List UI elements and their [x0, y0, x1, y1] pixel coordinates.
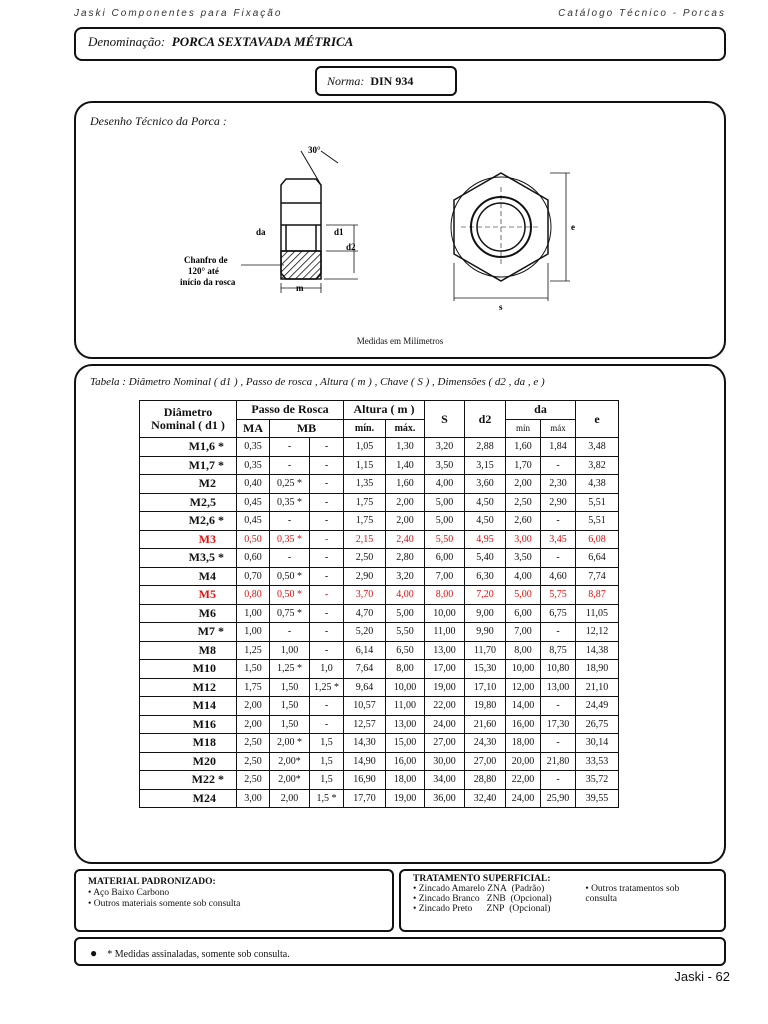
table-row [140, 752, 619, 771]
cell-mb2: - [310, 697, 344, 716]
cell-damin: 4,00 [506, 567, 541, 586]
cell-damax: 10,80 [541, 660, 576, 679]
cell-s: 8,00 [425, 586, 465, 605]
cell-mmin: 5,20 [344, 623, 386, 642]
cell-d2: 28,80 [465, 771, 506, 790]
cell-ma: 1,50 [237, 660, 270, 679]
d2-label: d2 [346, 242, 356, 252]
cell-s: 13,00 [425, 641, 465, 660]
cell-nominal-diameter: M6 [140, 604, 237, 623]
cell-ma: 0,35 [237, 456, 270, 475]
technical-drawing-box [74, 101, 726, 359]
angle-label: 30° [308, 145, 321, 155]
header-da: da [506, 401, 576, 420]
cell-d2: 4,50 [465, 512, 506, 531]
cell-damin: 24,00 [506, 789, 541, 808]
cell-nominal-diameter: M20 [140, 752, 237, 771]
header-s: S [425, 401, 465, 438]
bullet-icon: ● [90, 946, 98, 960]
note-box [74, 937, 726, 966]
cell-damax: 13,00 [541, 678, 576, 697]
table-row [140, 734, 619, 753]
tratamento-title: TRATAMENTO SUPERFICIAL: [413, 874, 551, 884]
cell-mmax: 15,00 [386, 734, 425, 753]
cell-ma: 0,35 [237, 438, 270, 457]
cell-ma: 3,00 [237, 789, 270, 808]
cell-damax: - [541, 734, 576, 753]
cell-damin: 8,00 [506, 641, 541, 660]
tratamento-box [399, 869, 726, 932]
cell-nominal-diameter: M16 [140, 715, 237, 734]
cell-mmin: 4,70 [344, 604, 386, 623]
cell-mb: 2,00 * [270, 734, 310, 753]
table-row [140, 586, 619, 605]
cell-mb2: - [310, 456, 344, 475]
chamfer-note-2: 120° até [188, 266, 219, 276]
table-row [140, 789, 619, 808]
cell-mmin: 17,70 [344, 789, 386, 808]
cell-mb2: 1,25 * [310, 678, 344, 697]
table-row [140, 456, 619, 475]
cell-nominal-diameter: M3,5 * [140, 549, 237, 568]
dimensions-table-box [74, 364, 726, 864]
table-row [140, 604, 619, 623]
cell-e: 4,38 [576, 475, 619, 494]
cell-mb2: - [310, 475, 344, 494]
cell-damax: 4,60 [541, 567, 576, 586]
cell-damax: - [541, 456, 576, 475]
cell-d2: 9,00 [465, 604, 506, 623]
cell-damax: 25,90 [541, 789, 576, 808]
cell-mb: 0,50 * [270, 586, 310, 605]
cell-nominal-diameter: M4 [140, 567, 237, 586]
table-row [140, 567, 619, 586]
cell-nominal-diameter: M10 [140, 660, 237, 679]
cell-nominal-diameter: M5 [140, 586, 237, 605]
table-row [140, 530, 619, 549]
cell-mmin: 1,15 [344, 456, 386, 475]
cell-s: 6,00 [425, 549, 465, 568]
cell-ma: 0,40 [237, 475, 270, 494]
cell-damax: 1,84 [541, 438, 576, 457]
cell-mmin: 14,30 [344, 734, 386, 753]
header-passo: Passo de Rosca [237, 401, 344, 420]
cell-mmax: 13,00 [386, 715, 425, 734]
cell-damin: 6,00 [506, 604, 541, 623]
chamfer-note-3: início da rosca [180, 277, 236, 287]
cell-mb: 0,35 * [270, 493, 310, 512]
cell-ma: 0,45 [237, 493, 270, 512]
header-d2: d2 [465, 401, 506, 438]
header-ma: MA [237, 419, 270, 438]
cell-e: 14,38 [576, 641, 619, 660]
cell-damin: 2,00 [506, 475, 541, 494]
table-row [140, 715, 619, 734]
cell-d2: 4,50 [465, 493, 506, 512]
cell-damax: - [541, 623, 576, 642]
cell-e: 6,08 [576, 530, 619, 549]
cell-mmin: 16,90 [344, 771, 386, 790]
cell-s: 11,00 [425, 623, 465, 642]
cell-mmin: 2,50 [344, 549, 386, 568]
norma-label: Norma: [327, 74, 365, 88]
cell-ma: 2,50 [237, 734, 270, 753]
cell-nominal-diameter: M2,6 * [140, 512, 237, 531]
cell-s: 5,50 [425, 530, 465, 549]
cell-s: 4,00 [425, 475, 465, 494]
cell-mmin: 2,90 [344, 567, 386, 586]
cell-e: 11,05 [576, 604, 619, 623]
table-row [140, 697, 619, 716]
cell-nominal-diameter: M2,5 [140, 493, 237, 512]
cell-mmin: 1,75 [344, 512, 386, 531]
cell-mmax: 2,80 [386, 549, 425, 568]
cell-damax: - [541, 549, 576, 568]
cell-mmin: 2,15 [344, 530, 386, 549]
cell-mb2: - [310, 641, 344, 660]
cell-mmin: 10,57 [344, 697, 386, 716]
cell-mb: 2,00 [270, 789, 310, 808]
cell-mb: - [270, 456, 310, 475]
cell-mmax: 2,00 [386, 512, 425, 531]
cell-mb: 1,50 [270, 697, 310, 716]
cell-mb2: - [310, 549, 344, 568]
cell-ma: 0,45 [237, 512, 270, 531]
cell-d2: 27,00 [465, 752, 506, 771]
chamfer-note-1: Chanfro de [184, 255, 228, 265]
cell-mb: 1,50 [270, 678, 310, 697]
cell-mmax: 10,00 [386, 678, 425, 697]
cell-mmax: 2,00 [386, 493, 425, 512]
drawing-title: Desenho Técnico da Porca : [90, 114, 227, 128]
s-label: s [499, 302, 503, 312]
cell-s: 5,00 [425, 493, 465, 512]
cell-s: 3,50 [425, 456, 465, 475]
cell-mmin: 1,05 [344, 438, 386, 457]
tratamento-item: • Zincado Amarelo ZNA (Padrão) [413, 884, 545, 894]
cell-e: 35,72 [576, 771, 619, 790]
cell-e: 7,74 [576, 567, 619, 586]
cell-s: 5,00 [425, 512, 465, 531]
nut-front-view [451, 173, 570, 301]
cell-d2: 4,95 [465, 530, 506, 549]
table-row [140, 512, 619, 531]
cell-ma: 0,50 [237, 530, 270, 549]
cell-s: 22,00 [425, 697, 465, 716]
cell-ma: 1,75 [237, 678, 270, 697]
cell-e: 5,51 [576, 512, 619, 531]
cell-d2: 24,30 [465, 734, 506, 753]
cell-e: 33,53 [576, 752, 619, 771]
cell-mb2: 1,5 [310, 734, 344, 753]
cell-e: 39,55 [576, 789, 619, 808]
tratamento-item: • Zincado Preto ZNP (Opcional) [413, 904, 551, 914]
material-box [74, 869, 394, 932]
cell-damax: - [541, 512, 576, 531]
cell-e: 21,10 [576, 678, 619, 697]
m-label: m [296, 283, 304, 293]
cell-damin: 1,60 [506, 438, 541, 457]
cell-nominal-diameter: M7 * [140, 623, 237, 642]
cell-mmax: 3,20 [386, 567, 425, 586]
table-row [140, 475, 619, 494]
cell-mb2: - [310, 512, 344, 531]
cell-mb: 0,25 * [270, 475, 310, 494]
nut-technical-drawing [76, 123, 724, 353]
cell-mb: - [270, 549, 310, 568]
cell-ma: 2,50 [237, 752, 270, 771]
cell-mmax: 6,50 [386, 641, 425, 660]
cell-mb: 2,00* [270, 771, 310, 790]
cell-mmax: 11,00 [386, 697, 425, 716]
cell-mb: 0,75 * [270, 604, 310, 623]
material-title: MATERIAL PADRONIZADO: [88, 877, 216, 887]
cell-ma: 0,70 [237, 567, 270, 586]
cell-d2: 15,30 [465, 660, 506, 679]
cell-mmax: 1,60 [386, 475, 425, 494]
header-min: mín. [344, 419, 386, 438]
table-row [140, 678, 619, 697]
cell-ma: 0,80 [237, 586, 270, 605]
cell-ma: 0,60 [237, 549, 270, 568]
cell-s: 19,00 [425, 678, 465, 697]
cell-mmax: 2,40 [386, 530, 425, 549]
cell-ma: 1,00 [237, 604, 270, 623]
cell-mmin: 14,90 [344, 752, 386, 771]
cell-d2: 21,60 [465, 715, 506, 734]
cell-damin: 18,00 [506, 734, 541, 753]
tratamento-other: • Outros tratamentos sob consulta [585, 884, 680, 904]
table-row [140, 438, 619, 457]
cell-d2: 7,20 [465, 586, 506, 605]
cell-damin: 14,00 [506, 697, 541, 716]
cell-nominal-diameter: M22 * [140, 771, 237, 790]
cell-e: 5,51 [576, 493, 619, 512]
cell-mb2: - [310, 586, 344, 605]
d1-label: d1 [334, 227, 344, 237]
cell-damin: 10,00 [506, 660, 541, 679]
cell-mb: - [270, 512, 310, 531]
cell-mmax: 1,30 [386, 438, 425, 457]
cell-mb: 1,25 * [270, 660, 310, 679]
cell-mb2: - [310, 623, 344, 642]
cell-e: 6,64 [576, 549, 619, 568]
material-item: • Outros materiais somente sob consulta [88, 899, 241, 909]
cell-d2: 3,60 [465, 475, 506, 494]
cell-s: 17,00 [425, 660, 465, 679]
cell-damax: - [541, 771, 576, 790]
cell-damin: 5,00 [506, 586, 541, 605]
header-e: e [576, 401, 619, 438]
units-note: Medidas em Milímetros [356, 336, 444, 346]
table-caption: Tabela : Diâmetro Nominal ( d1 ) , Passo de rosca , Altura ( m ) , Chave ( S ) , Dimensões ( d2 , da , e ) [90, 376, 545, 388]
cell-nominal-diameter: M18 [140, 734, 237, 753]
cell-e: 12,12 [576, 623, 619, 642]
cell-damin: 3,00 [506, 530, 541, 549]
denominacao-value: PORCA SEXTAVADA MÉTRICA [171, 34, 354, 49]
cell-mmin: 7,64 [344, 660, 386, 679]
cell-mb2: 1,5 [310, 752, 344, 771]
cell-mb2: 1,5 [310, 771, 344, 790]
header-right: Catálogo Técnico - Porcas [558, 8, 726, 19]
cell-damin: 12,00 [506, 678, 541, 697]
table-row [140, 771, 619, 790]
cell-damax: 3,45 [541, 530, 576, 549]
header-da-max: máx [541, 419, 576, 438]
cell-mmin: 12,57 [344, 715, 386, 734]
cell-mb: - [270, 623, 310, 642]
table-row [140, 493, 619, 512]
cell-ma: 2,00 [237, 715, 270, 734]
header-da-min: mín [506, 419, 541, 438]
header-diametro: Diâmetro Nominal ( d1 ) [140, 401, 237, 438]
cell-damin: 20,00 [506, 752, 541, 771]
cell-damin: 7,00 [506, 623, 541, 642]
cell-nominal-diameter: M1,7 * [140, 456, 237, 475]
tratamento-item: • Zincado Branco ZNB (Opcional) [413, 894, 552, 904]
cell-damin: 1,70 [506, 456, 541, 475]
denominacao-box [74, 27, 726, 61]
cell-mmax: 16,00 [386, 752, 425, 771]
e-label: e [571, 222, 575, 232]
table-row [140, 660, 619, 679]
header-max: máx. [386, 419, 425, 438]
table-row [140, 623, 619, 642]
cell-mb2: - [310, 715, 344, 734]
material-item: • Aço Baixo Carbono [88, 888, 170, 898]
cell-damin: 3,50 [506, 549, 541, 568]
cell-mb: 0,35 * [270, 530, 310, 549]
cell-damin: 22,00 [506, 771, 541, 790]
cell-mb2: - [310, 493, 344, 512]
cell-s: 24,00 [425, 715, 465, 734]
cell-damax: 17,30 [541, 715, 576, 734]
note-text: * Medidas assinaladas, somente sob consulta. [107, 949, 290, 960]
cell-d2: 3,15 [465, 456, 506, 475]
cell-d2: 9,90 [465, 623, 506, 642]
norma-value: DIN 934 [370, 74, 414, 88]
cell-damin: 16,00 [506, 715, 541, 734]
table-row [140, 641, 619, 660]
cell-damin: 2,50 [506, 493, 541, 512]
cell-d2: 32,40 [465, 789, 506, 808]
cell-mmax: 18,00 [386, 771, 425, 790]
cell-e: 26,75 [576, 715, 619, 734]
cell-damax: 2,30 [541, 475, 576, 494]
cell-mmin: 1,35 [344, 475, 386, 494]
cell-s: 36,00 [425, 789, 465, 808]
cell-s: 10,00 [425, 604, 465, 623]
cell-d2: 17,10 [465, 678, 506, 697]
cell-nominal-diameter: M14 [140, 697, 237, 716]
cell-mb2: - [310, 438, 344, 457]
cell-s: 30,00 [425, 752, 465, 771]
cell-nominal-diameter: M3 [140, 530, 237, 549]
table-row [140, 549, 619, 568]
cell-e: 3,48 [576, 438, 619, 457]
cell-d2: 19,80 [465, 697, 506, 716]
cell-mb2: 1,5 * [310, 789, 344, 808]
page-footer: Jaski - 62 [674, 969, 730, 984]
norma-box [315, 66, 457, 96]
header-left: Jaski Componentes para Fixação [74, 8, 283, 19]
cell-mb2: - [310, 604, 344, 623]
cell-s: 3,20 [425, 438, 465, 457]
cell-nominal-diameter: M2 [140, 475, 237, 494]
header-mb: MB [270, 419, 344, 438]
denominacao-label: Denominação: [88, 34, 166, 49]
cell-mb: 0,50 * [270, 567, 310, 586]
cell-damax: - [541, 697, 576, 716]
cell-mb: 1,50 [270, 715, 310, 734]
cell-nominal-diameter: M1,6 * [140, 438, 237, 457]
cell-e: 3,82 [576, 456, 619, 475]
cell-mb2: 1,0 [310, 660, 344, 679]
cell-damax: 5,75 [541, 586, 576, 605]
cell-e: 18,90 [576, 660, 619, 679]
cell-e: 24,49 [576, 697, 619, 716]
cell-mmin: 3,70 [344, 586, 386, 605]
cell-ma: 2,50 [237, 771, 270, 790]
cell-mb: - [270, 438, 310, 457]
cell-e: 30,14 [576, 734, 619, 753]
dimensions-table [139, 400, 619, 808]
cell-damax: 2,90 [541, 493, 576, 512]
cell-mb: 1,00 [270, 641, 310, 660]
cell-damax: 21,80 [541, 752, 576, 771]
nut-side-view [241, 151, 358, 293]
cell-d2: 11,70 [465, 641, 506, 660]
cell-nominal-diameter: M8 [140, 641, 237, 660]
cell-nominal-diameter: M24 [140, 789, 237, 808]
cell-nominal-diameter: M12 [140, 678, 237, 697]
cell-mb2: - [310, 567, 344, 586]
cell-damax: 6,75 [541, 604, 576, 623]
cell-mmin: 6,14 [344, 641, 386, 660]
header-altura: Altura ( m ) [344, 401, 425, 420]
cell-mmax: 8,00 [386, 660, 425, 679]
cell-mmax: 19,00 [386, 789, 425, 808]
cell-damin: 2,60 [506, 512, 541, 531]
cell-d2: 6,30 [465, 567, 506, 586]
cell-mmin: 9,64 [344, 678, 386, 697]
cell-d2: 5,40 [465, 549, 506, 568]
cell-s: 27,00 [425, 734, 465, 753]
cell-d2: 2,88 [465, 438, 506, 457]
cell-mb: 2,00* [270, 752, 310, 771]
da-label: da [256, 227, 266, 237]
cell-s: 7,00 [425, 567, 465, 586]
cell-mb2: - [310, 530, 344, 549]
cell-ma: 2,00 [237, 697, 270, 716]
cell-mmax: 1,40 [386, 456, 425, 475]
cell-e: 8,87 [576, 586, 619, 605]
cell-mmax: 4,00 [386, 586, 425, 605]
cell-ma: 1,25 [237, 641, 270, 660]
cell-mmin: 1,75 [344, 493, 386, 512]
cell-mmax: 5,00 [386, 604, 425, 623]
cell-damax: 8,75 [541, 641, 576, 660]
cell-s: 34,00 [425, 771, 465, 790]
cell-mmax: 5,50 [386, 623, 425, 642]
cell-ma: 1,00 [237, 623, 270, 642]
